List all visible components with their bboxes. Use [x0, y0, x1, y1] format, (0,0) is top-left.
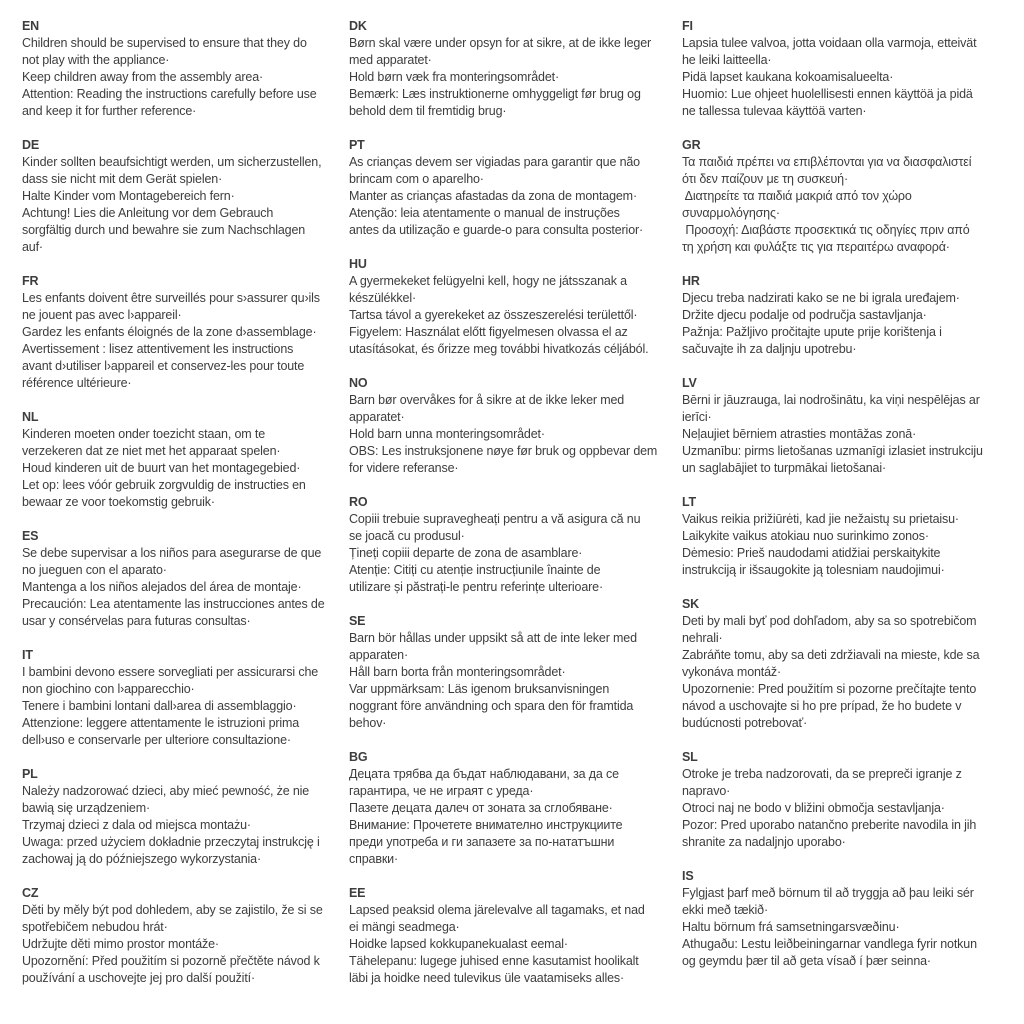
lang-section-hr — [682, 273, 1017, 358]
instruction-text-line: vykonáva montáž· — [682, 665, 782, 679]
lang-code-label: EN — [22, 19, 40, 33]
lang-code-label: IS — [682, 869, 694, 883]
lang-section-dk — [349, 18, 681, 120]
instruction-text-line: un saglabājiet to turpmākai lietošanai· — [682, 461, 886, 475]
instruction-text-line: Otroke je treba nadzorovati, da se prepreči igranje z — [682, 767, 962, 781]
instruction-text-line: Uzmanību: pirms lietošanas uzmanīgi izlasiet instrukciju — [682, 444, 983, 458]
lang-section-lv — [682, 375, 1017, 477]
instruction-text-line: преди употреба и ги запазете за по-нататъшни — [349, 835, 615, 849]
instruction-text-line: Children should be supervised to ensure that they do — [22, 36, 307, 50]
instruction-text-line: Atenție: Citiți cu atenție instrucțiunile înainte de — [349, 563, 601, 577]
instruction-text-line: non giochino con l›apparecchio· — [22, 682, 195, 696]
lang-section-sk — [682, 596, 1017, 732]
instruction-text-line: I bambini devono essere sorvegliati per assicurarsi che — [22, 665, 319, 679]
instruction-text-line: As crianças devem ser vigiadas para garantir que não — [349, 155, 640, 169]
lang-section-en — [22, 18, 354, 120]
instruction-text-line: nehrali· — [682, 631, 723, 645]
lang-section-cz — [22, 885, 354, 987]
lang-code-label: SL — [682, 750, 698, 764]
instruction-text-line: Huomio: Lue ohjeet huolellisesti ennen käyttöä ja pidä — [682, 87, 973, 101]
instruction-text-line: usar y consérvelas para futuras consultas· — [22, 614, 251, 628]
instruction-text-line: Otroci naj ne bodo v bližini območja sestavljanja· — [682, 801, 945, 815]
lang-code-label: NO — [349, 376, 368, 390]
instruction-text-line: Achtung! Lies die Anleitung vor dem Gebrauch — [22, 206, 274, 220]
instruction-text-line: Kinderen moeten onder toezicht staan, om te — [22, 427, 266, 441]
instruction-text-line: Upozornenie: Pred použitím si pozorne prečítajte tento — [682, 682, 977, 696]
instruction-text-line: utasításokat, és őrizze meg további hivatkozás céljából. — [349, 342, 649, 356]
instruction-text-line: ekki með tækið· — [682, 903, 768, 917]
instruction-text-line: utilizare și păstrați-le pentru referințe ulterioare· — [349, 580, 603, 594]
instruction-text-line: läbi ja hoidke need tulevikus üle vaatamiseks alles· — [349, 971, 624, 985]
instruction-text-line: Bemærk: Læs instruktionerne omhyggeligt før brug og — [349, 87, 641, 101]
lang-code-label: GR — [682, 138, 701, 152]
instruction-text-line: Udržujte děti mimo prostor montáže· — [22, 937, 219, 951]
instruction-text-line: Dėmesio: Prieš naudodami atidžiai perskaitykite — [682, 546, 941, 560]
instruction-text-line: A gyermekeket felügyelni kell, hogy ne játsszanak a — [349, 274, 627, 288]
instruction-text-line: справки· — [349, 852, 398, 866]
lang-section-it — [22, 647, 354, 749]
instruction-text-line: používání a uschovejte jej pro další použití· — [22, 971, 255, 985]
instruction-text-line: Var uppmärksam: Läs igenom bruksanvisningen — [349, 682, 610, 696]
lang-section-bg — [349, 749, 681, 868]
lang-section-pl — [22, 766, 354, 868]
lang-code-label: PT — [349, 138, 365, 152]
instruction-text-line: Trzymaj dzieci z dala od miejsca montażu· — [22, 818, 251, 832]
lang-code-label: HU — [349, 257, 367, 271]
instruction-text-line: he leiki laitteella· — [682, 53, 772, 67]
lang-section-es — [22, 528, 354, 630]
instruction-text-line: Tenere i bambini lontani dall›area di assemblaggio· — [22, 699, 297, 713]
lang-code-label: LV — [682, 376, 697, 390]
instruction-text-line: no jueguen con el aparato· — [22, 563, 167, 577]
instruction-text-line: dass sie nicht mit dem Gerät spielen· — [22, 172, 223, 186]
instruction-text-line: behold dem til fremtidig brug· — [349, 104, 507, 118]
instruction-text-line: Pozor: Pred uporabo natančno preberite navodila in jih — [682, 818, 977, 832]
instruction-text-line: spotřebičem nebudou hrát· — [22, 920, 168, 934]
instruction-text-line: Hold børn væk fra monteringsområdet· — [349, 70, 559, 84]
lang-section-ro — [349, 494, 681, 596]
instruction-text-line: Uwaga: przed użyciem dokładnie przeczytaj instrukcję i — [22, 835, 320, 849]
instruction-text-line: for videre referanse· — [349, 461, 459, 475]
lang-code-label: NL — [22, 410, 39, 424]
instruction-text-line: Kinder sollten beaufsichtigt werden, um sicherzustellen, — [22, 155, 322, 169]
instruction-text-line: and keep it for further reference· — [22, 104, 197, 118]
instruction-text-line: Neļaujiet bērniem atrasties montāžas zonā· — [682, 427, 917, 441]
instruction-text-line: instrukciją ir išsaugokite ją tolesniam naudojimui· — [682, 563, 945, 577]
instruction-text-line: Bērni ir jāuzrauga, lai nodrošinātu, ka viņi nespēlējas ar — [682, 393, 980, 407]
lang-code-label: EE — [349, 886, 366, 900]
instruction-text-line: Pažnja: Pažljivo pročitajte upute prije korištenja i — [682, 325, 942, 339]
instruction-text-line: Laikykite vaikus atokiau nuo surinkimo zonos· — [682, 529, 929, 543]
instruction-text-line: og geymdu þær til að geta vísað í þær seinna· — [682, 954, 931, 968]
instruction-text-line: гарантира, че не играят с уреда· — [349, 784, 534, 798]
text-column-left — [22, 18, 354, 1004]
instruction-text-line: Børn skal være under opsyn for at sikre, at de ikke leger — [349, 36, 652, 50]
lang-section-lt — [682, 494, 1017, 579]
instruction-text-line: Vaikus reikia prižiūrėti, kad jie nežaistų su prietaisu· — [682, 512, 959, 526]
instruction-text-line: συναρμολόγησης· — [682, 206, 780, 220]
instruction-text-line: auf· — [22, 240, 43, 254]
instruction-text-line: Внимание: Прочетете внимателно инструкциите — [349, 818, 623, 832]
instruction-text-line: Halte Kinder vom Montagebereich fern· — [22, 189, 235, 203]
lang-code-label: RO — [349, 495, 368, 509]
instruction-text-line: avant d›utiliser l›appareil et conservez-les pour toute — [22, 359, 305, 373]
instruction-text-line: Houd kinderen uit de buurt van het montagegebied· — [22, 461, 301, 475]
instruction-text-line: Пазете децата далеч от зоната за сглобяване· — [349, 801, 613, 815]
instruction-text-line: zachowaj ją do późniejszego wykorzystania· — [22, 852, 261, 866]
lang-section-de — [22, 137, 354, 256]
instruction-text-line: Lapsia tulee valvoa, jotta voidaan olla varmoja, etteivät — [682, 36, 977, 50]
instruction-text-line: Copiii trebuie supravegheați pentru a vă asigura că nu — [349, 512, 641, 526]
instruction-text-line: Hoidke lapsed kokkupanekualast eemal· — [349, 937, 568, 951]
instruction-text-line: Mantenga a los niños alejados del área de montaje· — [22, 580, 302, 594]
lang-code-label: DK — [349, 19, 367, 33]
instruction-text-line: noggrant före användning och spara den för framtida — [349, 699, 634, 713]
lang-code-label: SE — [349, 614, 366, 628]
lang-code-label: PL — [22, 767, 38, 781]
instruction-text-line: bewaar ze voor toekomstig gebruik· — [22, 495, 215, 509]
instruction-text-line: Haltu börnum frá samsetningarsvæðinu· — [682, 920, 900, 934]
lang-section-hu — [349, 256, 681, 358]
instruction-text-line: budúcnosti potrebovať· — [682, 716, 808, 730]
lang-code-label: HR — [682, 274, 700, 288]
instruction-text-line: Tähelepanu: lugege juhised enne kasutamist hoolikalt — [349, 954, 639, 968]
instruction-text-line: brincam com o aparelho· — [349, 172, 484, 186]
instruction-text-line: Διατηρείτε τα παιδιά μακριά από τον χώρο — [682, 189, 912, 203]
instruction-text-line: OBS: Les instruksjonene nøye før bruk og oppbevar dem — [349, 444, 658, 458]
instruction-text-line: Hold barn unna monteringsområdet· — [349, 427, 545, 441]
instruction-text-line: Avertissement : lisez attentivement les instructions — [22, 342, 294, 356]
lang-code-label: SK — [682, 597, 700, 611]
instruction-text-line: návod a uschovajte si ho pre prípad, že ho budete v — [682, 699, 962, 713]
instruction-text-line: Děti by měly být pod dohledem, aby se zajistilo, že si se — [22, 903, 323, 917]
instruction-text-line: Figyelem: Használat előtt figyelmesen olvassa el az — [349, 325, 628, 339]
lang-section-fi — [682, 18, 1017, 120]
instruction-text-line: shranite za nadaljnjo uporabo· — [682, 835, 846, 849]
instruction-text-line: référence ultérieure· — [22, 376, 132, 390]
text-column-middle — [349, 18, 681, 1004]
instruction-text-line: Precaución: Lea atentamente las instrucciones antes de — [22, 597, 325, 611]
instruction-text-line: Barn bör hållas under uppsikt så att de inte leker med — [349, 631, 637, 645]
instruction-text-line: Atenção: leia atentamente o manual de instruções — [349, 206, 620, 220]
instruction-text-line: Držite djecu podalje od područja sastavljanja· — [682, 308, 927, 322]
instruction-text-line: Децата трябва да бъдат наблюдавани, за да се — [349, 767, 619, 781]
instruction-text-line: apparaten· — [349, 648, 408, 662]
instruction-text-line: ierīci· — [682, 410, 712, 424]
instruction-text-line: not play with the appliance· — [22, 53, 170, 67]
instruction-text-line: Attenzione: leggere attentamente le istruzioni prima — [22, 716, 300, 730]
instruction-text-line: Barn bør overvåkes for å sikre at de ikke leker med — [349, 393, 625, 407]
instruction-text-line: Upozornění: Před použitím si pozorně přečtěte návod k — [22, 954, 320, 968]
instruction-text-line: Deti by mali byť pod dohľadom, aby sa so spotrebičom — [682, 614, 977, 628]
instruction-text-line: dell›uso e conservarle per ulteriore consultazione· — [22, 733, 291, 747]
instruction-text-line: verzekeren dat ze niet met het apparaat spelen· — [22, 444, 281, 458]
lang-code-label: FR — [22, 274, 39, 288]
instruction-text-line: Țineți copiii departe de zona de asamblare· — [349, 546, 583, 560]
lang-section-gr — [682, 137, 1017, 256]
lang-section-nl — [22, 409, 354, 511]
lang-section-fr — [22, 273, 354, 392]
lang-code-label: CZ — [22, 886, 39, 900]
instruction-text-line: Les enfants doivent être surveillés pour s›assurer qu›ils — [22, 291, 320, 305]
instruction-text-line: med apparatet· — [349, 53, 432, 67]
lang-code-label: ES — [22, 529, 39, 543]
lang-section-ee — [349, 885, 681, 987]
instruction-text-line: ne tallessa tulevaa käyttöä varten· — [682, 104, 867, 118]
instruction-text-line: Attention: Reading the instructions carefully before use — [22, 87, 317, 101]
lang-code-label: LT — [682, 495, 697, 509]
instruction-text-line: Djecu treba nadzirati kako se ne bi igrala uređajem· — [682, 291, 960, 305]
instruction-text-line: bawią się urządzeniem· — [22, 801, 151, 815]
lang-code-label: FI — [682, 19, 693, 33]
instruction-text-line: Pidä lapset kaukana kokoamisalueelta· — [682, 70, 894, 84]
instruction-text-line: apparatet· — [349, 410, 405, 424]
instruction-text-line: Lapsed peaksid olema järelevalve all tagamaks, et nad — [349, 903, 645, 917]
instruction-text-line: antes da utilização e guarde-o para consulta posterior· — [349, 223, 644, 237]
instruction-text-line: Προσοχή: Διαβάστε προσεκτικά τις οδηγίες πριν από — [682, 223, 970, 237]
instruction-text-line: Zabráňte tomu, aby sa deti zdržiavali na mieste, kde sa — [682, 648, 980, 662]
instruction-text-line: ne jouent pas avec l›appareil· — [22, 308, 182, 322]
instruction-text-line: se joacă cu produsul· — [349, 529, 465, 543]
lang-section-sl — [682, 749, 1017, 851]
instruction-text-line: sorgfältig durch und bewahre sie zum Nachschlagen — [22, 223, 306, 237]
instruction-text-line: Tartsa távol a gyerekeket az összeszerelési területtől· — [349, 308, 638, 322]
instruction-text-line: Manter as crianças afastadas da zona de montagem· — [349, 189, 637, 203]
instruction-text-line: Gardez les enfants éloignés de la zone d›assemblage· — [22, 325, 317, 339]
instruction-text-line: Let op: lees vóór gebruik zorgvuldig de instructies en — [22, 478, 306, 492]
text-column-right — [682, 18, 1017, 987]
instruction-text-line: Se debe supervisar a los niños para asegurarse de que — [22, 546, 322, 560]
lang-section-pt — [349, 137, 681, 239]
instruction-text-line: napravo· — [682, 784, 731, 798]
instruction-text-line: sačuvajte ih za daljnju upotrebu· — [682, 342, 857, 356]
instruction-text-line: ei mängi seadmega· — [349, 920, 460, 934]
lang-code-label: BG — [349, 750, 368, 764]
instruction-text-line: Keep children away from the assembly area· — [22, 70, 264, 84]
instruction-text-line: Τα παιδιά πρέπει να επιβλέπονται για να διασφαλιστεί — [682, 155, 972, 169]
lang-section-se — [349, 613, 681, 732]
lang-code-label: DE — [22, 138, 40, 152]
instruction-text-line: τη χρήση και φυλάξτε τις για περαιτέρω αναφορά· — [682, 240, 950, 254]
lang-code-label: IT — [22, 648, 33, 662]
instruction-text-line: Należy nadzorować dzieci, aby mieć pewność, że nie — [22, 784, 310, 798]
lang-section-is — [682, 868, 1017, 970]
instruction-text-line: Håll barn borta från monteringsområdet· — [349, 665, 566, 679]
instruction-text-line: behov· — [349, 716, 387, 730]
instruction-text-line: ότι δεν παίζουν με τη συσκευή· — [682, 172, 849, 186]
instruction-text-line: készülékkel· — [349, 291, 416, 305]
instruction-text-line: Fylgjast þarf með börnum til að tryggja að þau leiki sér — [682, 886, 974, 900]
instruction-text-line: Athugaðu: Lestu leiðbeiningarnar vandlega fyrir notkun — [682, 937, 977, 951]
lang-section-no — [349, 375, 681, 477]
